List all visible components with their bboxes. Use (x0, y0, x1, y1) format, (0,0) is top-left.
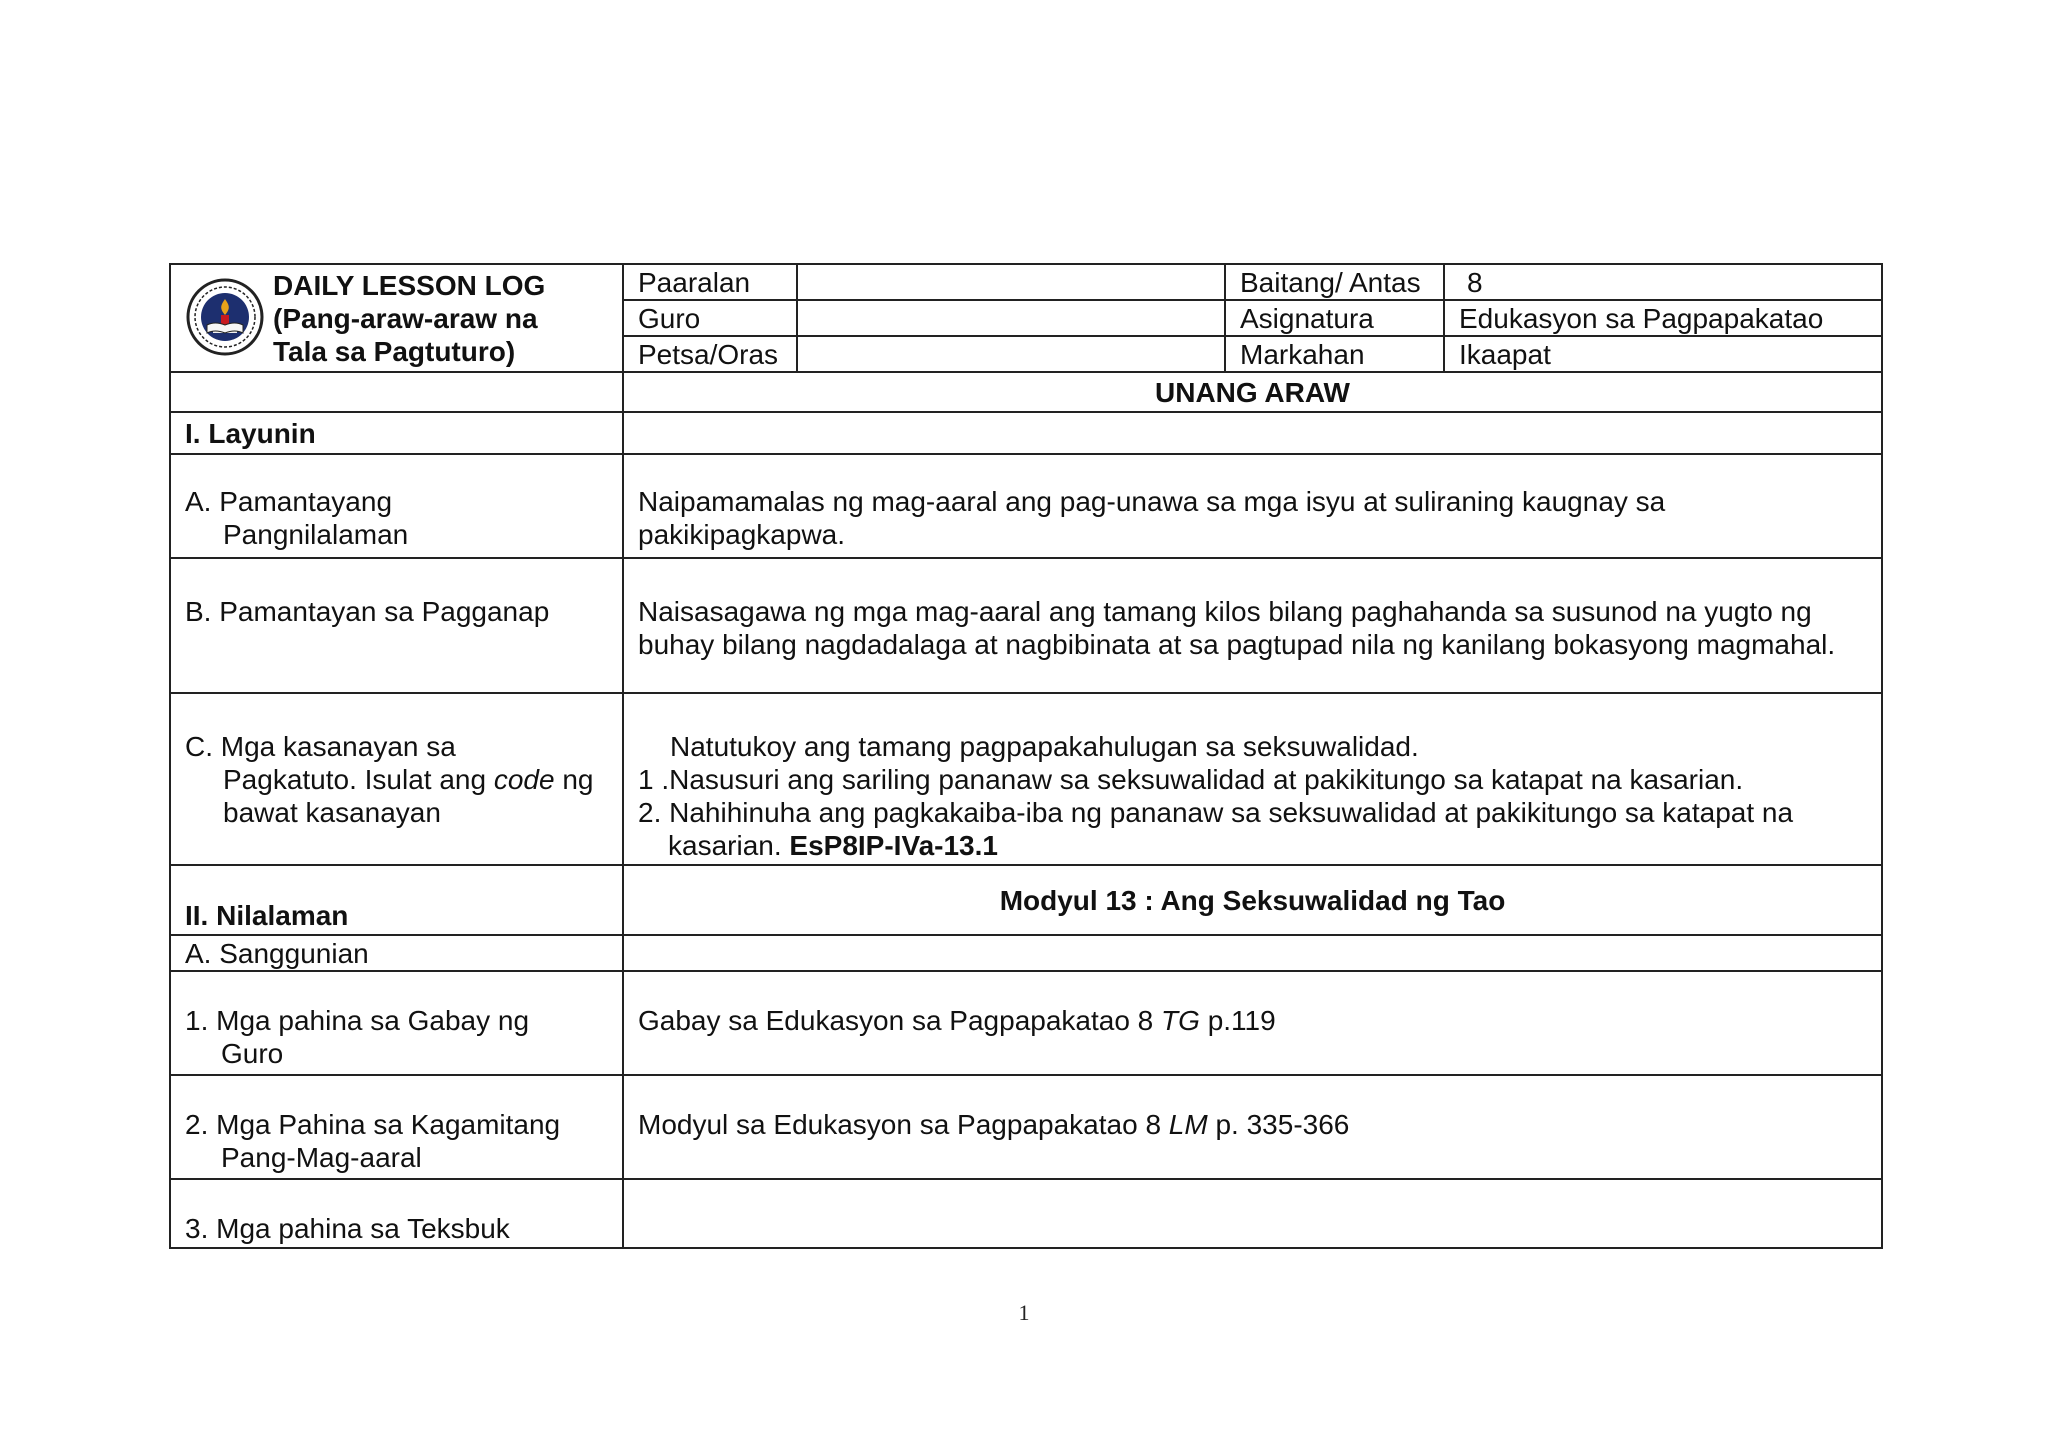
kasanayan-text[interactable] (623, 693, 1882, 865)
sanggunian-blank-cell[interactable] (623, 935, 1882, 971)
guro-field[interactable] (797, 300, 1225, 336)
sanggunian-label: A. Sanggunian (170, 935, 623, 971)
petsa-label: Petsa/Oras (623, 336, 797, 372)
modyul-title: Modyul 13 : Ang Seksuwalidad ng Tao (623, 865, 1882, 935)
kasanayan-line: 1 .Nasusuri ang sariling pananaw sa seksuwalidad at pakikitungo sa katapat na kasarian. (638, 764, 1744, 795)
title-line-1: DAILY LESSON LOG (273, 269, 546, 301)
lesson-log-table (169, 263, 1883, 1249)
daily-lesson-log-document (169, 263, 1881, 1249)
pamantayang-pangnilalaman-label: A. Pamantayang Pangnilalaman (170, 454, 623, 558)
nilalaman-heading: II. Nilalaman (170, 865, 623, 935)
kasanayan-line: 2. Nahihinuha ang pagkakaiba-iba ng pananaw sa seksuwalidad at pakikitungo sa katapat na (638, 797, 1794, 828)
kagamitang-mag-aaral-text[interactable]: Modyul sa Edukasyon sa Pagpapakatao 8 LM p. 335-366 (623, 1075, 1882, 1179)
markahan-field[interactable]: Ikaapat (1444, 336, 1882, 372)
petsa-field[interactable] (797, 336, 1225, 372)
teksbuk-text[interactable] (623, 1179, 1882, 1248)
guro-label: Guro (623, 300, 797, 336)
pamantayang-pangnilalaman-text[interactable]: Naipamamalas ng mag-aaral ang pag-unawa sa mga isyu at suliraning kaugnay sa pakikipagkapwa. (623, 454, 1882, 558)
kagamitang-mag-aaral-label: 2. Mga Pahina sa Kagamitang Pang-Mag-aaral (170, 1075, 623, 1179)
header-title-cell (170, 264, 623, 372)
page-number: 1 (1018, 1300, 1030, 1325)
baitang-field[interactable]: 8 (1444, 264, 1882, 300)
empty-cell (170, 372, 623, 412)
asignatura-field[interactable]: Edukasyon sa Pagpapakatao (1444, 300, 1882, 336)
document-title (273, 269, 545, 368)
gabay-guro-text[interactable]: Gabay sa Edukasyon sa Pagpapakatao 8 TG p.119 (623, 971, 1882, 1075)
paaralan-label: Paaralan (623, 264, 797, 300)
asignatura-label: Asignatura (1225, 300, 1444, 336)
layunin-blank-cell[interactable] (623, 412, 1882, 454)
title-line-3: Tala sa Pagtuturo) (273, 335, 516, 367)
title-line-2: (Pang-araw-araw na (273, 302, 538, 334)
markahan-label: Markahan (1225, 336, 1444, 372)
pamantayan-pagganap-text[interactable]: Naisasagawa ng mga mag-aaral ang tamang kilos bilang paghahanda sa susunod na yugto ng buhay bilang nagdadalaga at nagbibinata at sa pagtupad nila ng kanilang bokasyong magmahal. (623, 558, 1882, 693)
kasanayan-line: Natutukoy ang tamang pagpapakahulugan sa seksuwalidad. (670, 731, 1419, 762)
gabay-guro-label: 1. Mga pahina sa Gabay ng Guro (170, 971, 623, 1075)
kasanayan-line: kasarian. EsP8IP-IVa-13.1 (668, 830, 998, 861)
pamantayan-pagganap-label: B. Pamantayan sa Pagganap (170, 558, 623, 693)
deped-seal-icon (185, 277, 265, 357)
layunin-heading: I. Layunin (170, 412, 623, 454)
baitang-label: Baitang/ Antas (1225, 264, 1444, 300)
kasanayan-label: C. Mga kasanayan sa Pagkatuto. Isulat ang code ng bawat kasanayan (170, 693, 623, 865)
day-title: UNANG ARAW (623, 372, 1882, 412)
paaralan-field[interactable] (797, 264, 1225, 300)
competency-code: EsP8IP-IVa-13.1 (789, 830, 998, 861)
teksbuk-label: 3. Mga pahina sa Teksbuk (170, 1179, 623, 1248)
